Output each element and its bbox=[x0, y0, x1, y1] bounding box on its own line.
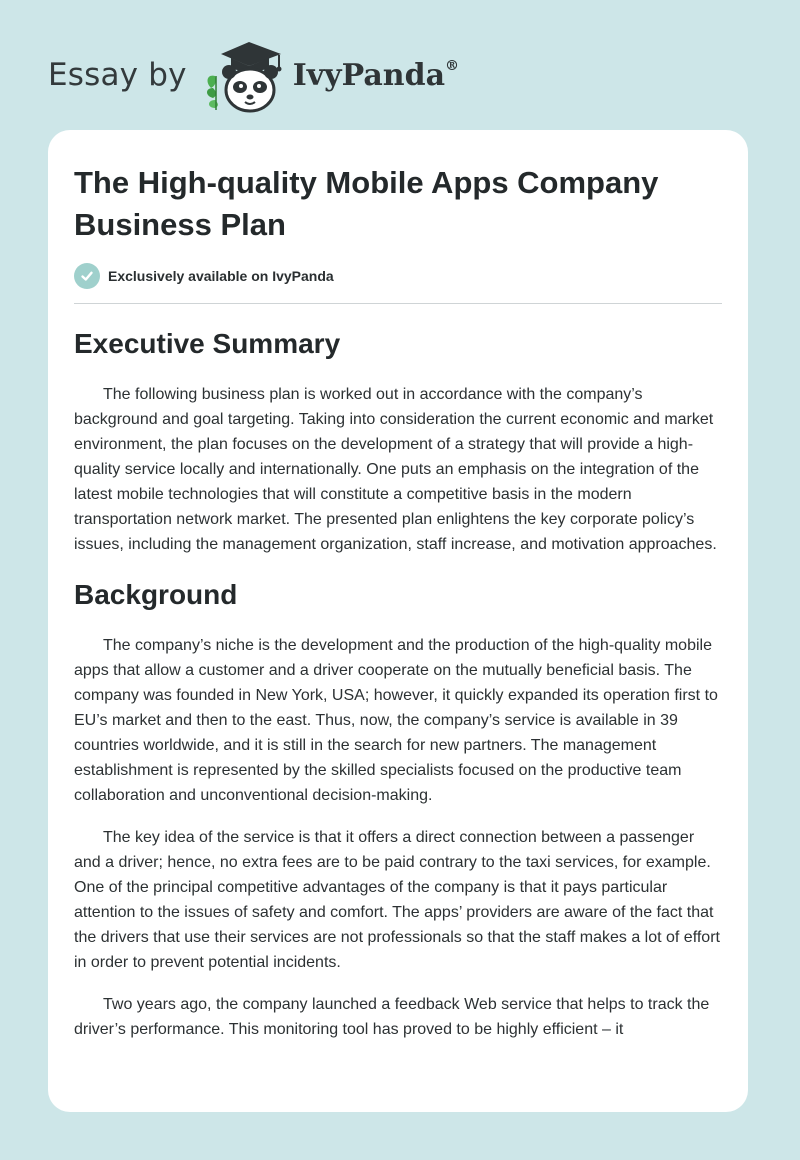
section-heading-executive-summary: Executive Summary bbox=[74, 328, 341, 359]
panda-logo-icon[interactable] bbox=[201, 36, 291, 114]
paragraph: Two years ago, the company launched a feedback Web service that helps to track the driver’s performance. This monitoring tool has proved to be highly efficient – it bbox=[74, 996, 710, 1038]
exclusive-label: Exclusively available on IvyPanda bbox=[108, 268, 334, 284]
registered-mark: ® bbox=[445, 57, 460, 74]
essay-card bbox=[48, 130, 748, 1112]
paragraph: The following business plan is worked out in accordance with the company’s background and goal targeting. Taking into consideration the current economic and market environment, the plan focuses on the development of a strategy that will provide a high-quality service locally and internationally. One puts an emphasis on the integration of the latest mobile technologies that will constitute a competitive basis in the modern transportation network market. The presented plan enlightens the key corporate policy’s issues, including the management organization, staff increase, and motivation approaches. bbox=[74, 386, 717, 553]
ivy-leaf-icon bbox=[207, 76, 218, 110]
paragraph: The key idea of the service is that it offers a direct connection between a passenger and a driver; hence, no extra fees are to be paid contrary to the taxi services, for example. One of the principal competitive advantages of the company is that it pays particular attention to the issues of safety and comfort. The apps’ providers are aware of the fact that the drivers that use their services are not professionals so that the staff makes a lot of effort in order to prevent potential incidents. bbox=[74, 829, 720, 971]
essay-by-label: Essay by bbox=[48, 57, 187, 93]
brand-name[interactable] bbox=[293, 58, 459, 93]
divider bbox=[74, 303, 722, 304]
essay-content bbox=[74, 162, 724, 1042]
check-icon bbox=[74, 263, 100, 289]
page-title: The High-quality Mobile Apps Company Business Plan bbox=[74, 165, 659, 242]
exclusive-notice bbox=[74, 262, 724, 290]
site-header bbox=[48, 30, 459, 120]
paragraph: The company’s niche is the development and the production of the high-quality mobile apps that allow a customer and a driver cooperate on the mutually beneficial basis. The company was founded in New York, USA; however, it quickly expanded its operation first to EU’s market and then to the east. Thus, now, the company’s service is available in 39 countries worldwide, and it is still in the search for new partners. The management establishment is represented by the skilled specialists focused on the productive team collaboration and unconventional decision-making. bbox=[74, 637, 718, 804]
brand-name-text: IvyPanda bbox=[292, 57, 446, 93]
section-heading-background: Background bbox=[74, 579, 238, 610]
